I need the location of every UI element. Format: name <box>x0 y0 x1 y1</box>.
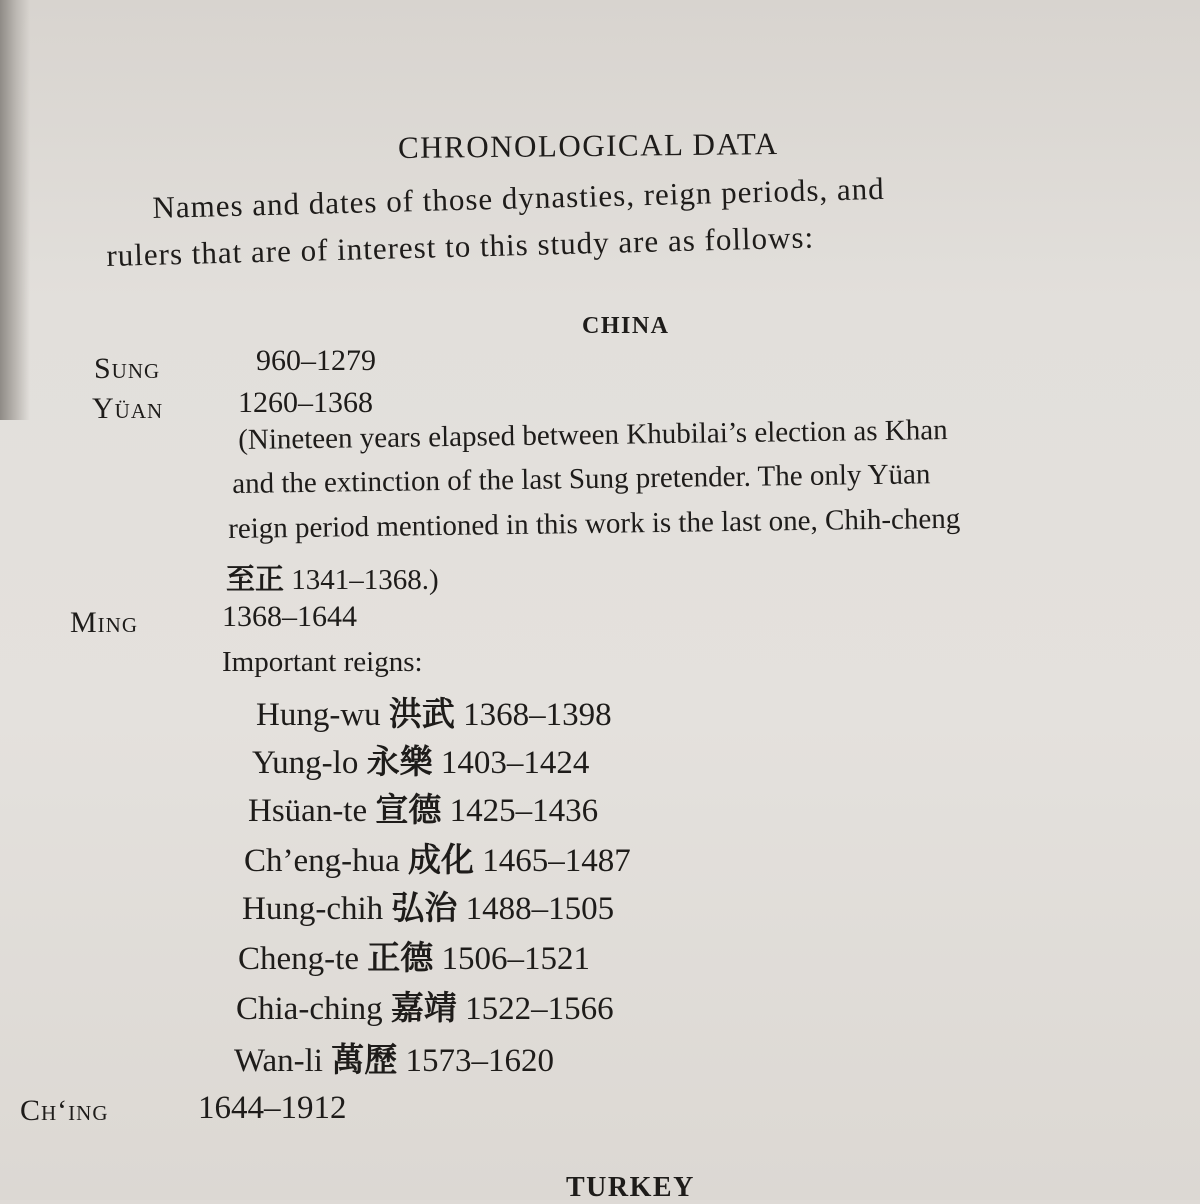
reign-dates: 1403–1424 <box>440 745 590 781</box>
reign-row <box>234 1034 554 1081</box>
reign-chinese: 弘治 <box>391 888 458 927</box>
reign-dates: 1522–1566 <box>465 991 614 1027</box>
intro-line-2: rulers that are of interest to this study are as follows: <box>106 219 815 273</box>
important-reigns-label: Important reigns: <box>222 646 423 678</box>
dynasty-sung-dates: 960–1279 <box>256 344 376 377</box>
dynasty-ming-dates: 1368–1644 <box>222 600 357 633</box>
dynasty-yuan-dates: 1260–1368 <box>238 386 373 419</box>
reign-name: Chia-ching <box>236 991 383 1027</box>
section-heading-china: CHINA <box>582 313 670 339</box>
reign-chinese: 宣德 <box>375 790 442 829</box>
reign-row <box>252 736 589 783</box>
dynasty-ming-name: Ming <box>70 606 138 639</box>
page-title: CHRONOLOGICAL DATA <box>397 126 779 165</box>
reign-name: Hung-wu <box>256 697 381 733</box>
section-heading-turkey: TURKEY <box>566 1172 695 1203</box>
reign-row <box>244 834 631 881</box>
reign-row <box>248 784 598 831</box>
reign-chinese: 嘉靖 <box>390 988 457 1027</box>
yuan-note-line-3: reign period mentioned in this work is the last one, Chih-cheng <box>228 502 961 545</box>
yuan-note-dates: 1341–1368.) <box>291 564 439 596</box>
reign-dates: 1465–1487 <box>482 843 631 879</box>
reign-row <box>236 982 614 1029</box>
dynasty-ching-name: Ch‘ing <box>20 1094 109 1127</box>
reign-chinese: 萬歷 <box>331 1040 398 1079</box>
yuan-note-line-1: (Nineteen years elapsed between Khubilai’s election as Khan <box>238 414 948 456</box>
dynasty-ching-dates: 1644–1912 <box>198 1090 347 1126</box>
reign-dates: 1425–1436 <box>449 793 599 829</box>
reign-dates: 1488–1505 <box>465 891 615 927</box>
reign-row <box>256 688 612 735</box>
reign-name: Hung-chih <box>242 891 384 927</box>
intro-line-1: Names and dates of those dynasties, reign periods, and <box>152 170 886 225</box>
reign-name: Ch’eng-hua <box>244 843 400 879</box>
yuan-note-line-4 <box>226 557 439 598</box>
reign-name: Yung-lo <box>252 745 359 781</box>
reign-name: Cheng-te <box>238 941 359 977</box>
dynasty-sung-name: Sung <box>94 352 161 385</box>
dynasty-yuan-name: Yüan <box>92 392 164 425</box>
yuan-note-line-2: and the extinction of the last Sung pretender. The only Yüan <box>232 458 931 500</box>
reign-dates: 1368–1398 <box>463 697 612 733</box>
reign-name: Wan-li <box>234 1043 323 1079</box>
yuan-note-chinese: 至正 <box>226 562 285 596</box>
reign-name: Hsüan-te <box>248 793 368 829</box>
reign-chinese: 洪武 <box>388 694 455 733</box>
reign-chinese: 正德 <box>367 938 434 977</box>
page-gutter-shadow <box>0 0 30 420</box>
reign-dates: 1506–1521 <box>441 941 590 977</box>
reign-dates: 1573–1620 <box>405 1043 554 1079</box>
reign-row <box>238 932 590 979</box>
reign-row <box>242 882 614 929</box>
reign-chinese: 成化 <box>408 840 475 879</box>
reign-chinese: 永樂 <box>366 742 433 781</box>
